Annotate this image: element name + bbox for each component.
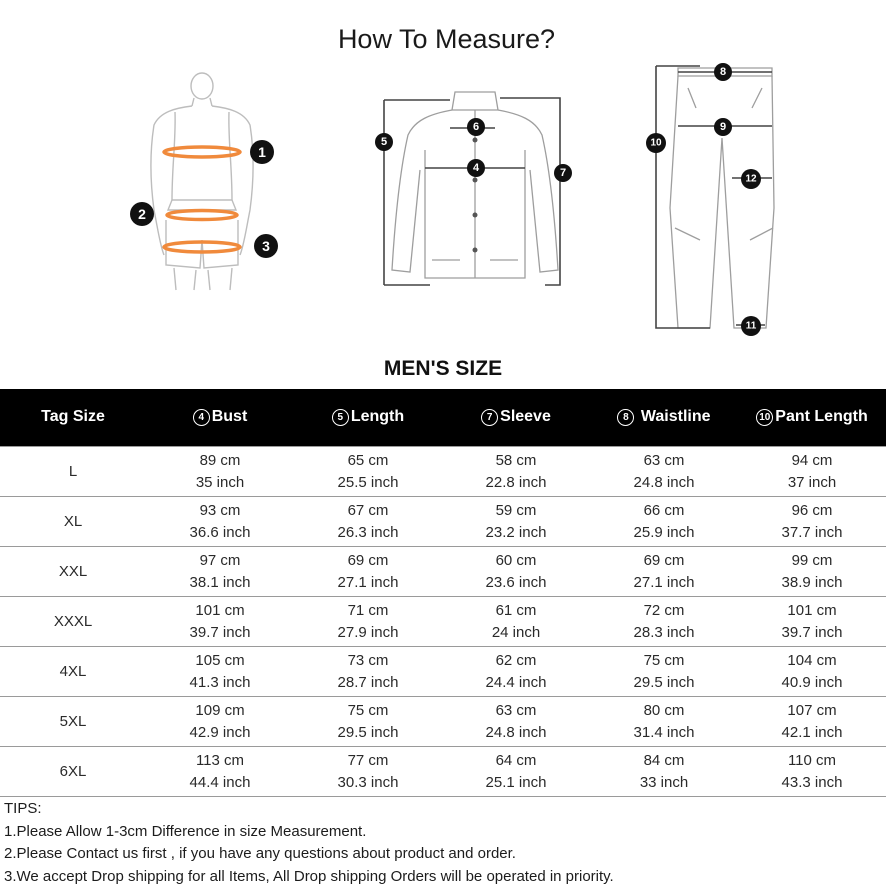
cm-value: 97 cm <box>199 551 241 569</box>
measurement-cell <box>146 447 294 497</box>
inch-value: 28.3 inch <box>633 623 695 641</box>
cm-value: 73 cm <box>347 651 389 669</box>
column-header <box>590 389 738 447</box>
tips-section <box>4 798 614 888</box>
inch-value: 41.3 inch <box>189 673 251 691</box>
table-row <box>0 747 886 797</box>
table-row <box>0 447 886 497</box>
inch-value: 35 inch <box>195 473 245 491</box>
inch-value: 27.1 inch <box>633 573 695 591</box>
marker-10-label: 10 <box>650 137 662 149</box>
cm-value: 58 cm <box>495 451 537 469</box>
section-title: MEN'S SIZE <box>383 357 503 380</box>
cm-value: 75 cm <box>643 651 685 669</box>
measurement-cell <box>294 647 442 697</box>
tips-heading: TIPS: <box>4 800 42 817</box>
column-header <box>0 389 146 447</box>
inch-value: 38.1 inch <box>189 573 251 591</box>
measurement-cell <box>146 697 294 747</box>
measurement-cell <box>738 697 886 747</box>
inch-value: 39.7 inch <box>189 623 251 641</box>
measurement-cell <box>738 447 886 497</box>
table-header-row <box>0 389 886 447</box>
cm-value: 60 cm <box>495 551 537 569</box>
measurement-cell <box>294 747 442 797</box>
measurement-cell <box>590 597 738 647</box>
inch-value: 31.4 inch <box>633 723 695 741</box>
inch-value: 27.9 inch <box>337 623 399 641</box>
inch-value: 33 inch <box>639 773 689 791</box>
inch-value: 44.4 inch <box>189 773 251 791</box>
marker-3-label: 3 <box>262 238 270 254</box>
tag-size-cell: XXXL <box>0 597 146 647</box>
measurement-cell <box>294 597 442 647</box>
inch-value: 28.7 inch <box>337 673 399 691</box>
tag-size-cell: 6XL <box>0 747 146 797</box>
column-header-label: Sleeve <box>500 408 551 426</box>
cm-value: 77 cm <box>347 751 389 769</box>
column-number-icon: 10 <box>756 409 773 426</box>
measurement-cell <box>590 697 738 747</box>
measurement-cell <box>442 697 590 747</box>
measurement-cell <box>442 647 590 697</box>
inch-value: 29.5 inch <box>337 723 399 741</box>
cm-value: 113 cm <box>195 751 245 769</box>
cm-value: 69 cm <box>643 551 685 569</box>
table-row <box>0 497 886 547</box>
cm-value: 94 cm <box>791 451 833 469</box>
column-number-icon: 4 <box>193 409 210 426</box>
cm-value: 64 cm <box>495 751 537 769</box>
cm-value: 93 cm <box>199 501 241 519</box>
measurement-cell <box>442 447 590 497</box>
column-number-icon: 5 <box>332 409 349 426</box>
cm-value: 75 cm <box>347 701 389 719</box>
tip-line-1: 1.Please Allow 1-3cm Difference in size Measurement. <box>4 822 367 840</box>
cm-value: 59 cm <box>495 501 537 519</box>
cm-value: 62 cm <box>495 651 537 669</box>
tag-size-cell: 5XL <box>0 697 146 747</box>
cm-value: 65 cm <box>347 451 389 469</box>
cm-value: 69 cm <box>347 551 389 569</box>
measurement-cell <box>442 497 590 547</box>
inch-value: 24.8 inch <box>485 723 547 741</box>
inch-value: 30.3 inch <box>337 773 399 791</box>
inch-value: 29.5 inch <box>633 673 695 691</box>
page-title: How To Measure? <box>337 24 556 54</box>
measurement-cell <box>738 547 886 597</box>
inch-value: 37.7 inch <box>781 523 843 541</box>
measurement-cell <box>738 497 886 547</box>
measurement-cell <box>590 547 738 597</box>
measurement-cell <box>738 747 886 797</box>
inch-value: 37 inch <box>787 473 837 491</box>
cm-value: 63 cm <box>495 701 537 719</box>
inch-value: 42.1 inch <box>781 723 843 741</box>
measurement-cell <box>738 647 886 697</box>
cm-value: 104 cm <box>787 651 837 669</box>
column-header <box>738 389 886 447</box>
cm-value: 67 cm <box>347 501 389 519</box>
measurement-cell <box>738 597 886 647</box>
inch-value: 25.1 inch <box>485 773 547 791</box>
cm-value: 96 cm <box>791 501 833 519</box>
cm-value: 110 cm <box>787 751 837 769</box>
cm-value: 89 cm <box>199 451 241 469</box>
inch-value: 40.9 inch <box>781 673 843 691</box>
cm-value: 66 cm <box>643 501 685 519</box>
inch-value: 36.6 inch <box>189 523 251 541</box>
inch-value: 39.7 inch <box>781 623 843 641</box>
cm-value: 84 cm <box>643 751 685 769</box>
measurement-cell <box>146 547 294 597</box>
measurement-cell <box>442 597 590 647</box>
column-number-icon: 7 <box>481 409 498 426</box>
marker-5-label: 5 <box>380 136 388 148</box>
measurement-cell <box>294 697 442 747</box>
inch-value: 24.8 inch <box>633 473 695 491</box>
column-number-icon: 8 <box>617 409 634 426</box>
cm-value: 63 cm <box>643 451 685 469</box>
column-header-label: Bust <box>211 408 248 426</box>
marker-11-label: 11 <box>745 320 757 332</box>
measurement-cell <box>590 447 738 497</box>
measurement-cell <box>294 497 442 547</box>
cm-value: 99 cm <box>791 551 833 569</box>
marker-6-label: 6 <box>472 121 480 133</box>
marker-4-label: 4 <box>472 162 480 174</box>
measurement-cell <box>146 647 294 697</box>
inch-value: 27.1 inch <box>337 573 399 591</box>
marker-8-label: 8 <box>719 66 727 78</box>
marker-2-label: 2 <box>138 206 146 222</box>
measurement-cell <box>590 747 738 797</box>
cm-value: 61 cm <box>495 601 537 619</box>
cm-value: 109 cm <box>195 701 245 719</box>
tag-size-cell: XXL <box>0 547 146 597</box>
cm-value: 72 cm <box>643 601 685 619</box>
measurement-cell <box>442 547 590 597</box>
marker-9-label: 9 <box>719 121 727 133</box>
cm-value: 101 cm <box>787 601 837 619</box>
cm-value: 101 cm <box>195 601 245 619</box>
column-header-label: Pant Length <box>775 408 868 426</box>
inch-value: 23.6 inch <box>485 573 547 591</box>
tip-line-3: 3.We accept Drop shipping for all Items, All Drop shipping Orders will be operated in priority. <box>4 867 614 885</box>
cm-value: 105 cm <box>195 651 245 669</box>
measurement-cell <box>294 547 442 597</box>
inch-value: 22.8 inch <box>485 473 547 491</box>
tag-size-cell: L <box>0 447 146 497</box>
size-table <box>0 389 886 797</box>
inch-value: 43.3 inch <box>781 773 843 791</box>
inch-value: 25.9 inch <box>633 523 695 541</box>
table-row <box>0 647 886 697</box>
inch-value: 26.3 inch <box>337 523 399 541</box>
table-row <box>0 597 886 647</box>
measurement-cell <box>146 497 294 547</box>
pants-measure-figure <box>640 58 780 338</box>
column-header-label: Length <box>350 408 405 426</box>
measurement-cell <box>146 597 294 647</box>
marker-1-label: 1 <box>258 144 266 160</box>
inch-value: 24 inch <box>491 623 541 641</box>
measurement-cell <box>146 747 294 797</box>
column-header <box>146 389 294 447</box>
table-row <box>0 697 886 747</box>
inch-value: 38.9 inch <box>781 573 843 591</box>
marker-12-label: 12 <box>745 173 757 185</box>
column-header-label: Tag Size <box>41 408 105 426</box>
measurement-cell <box>294 447 442 497</box>
tip-line-2: 2.Please Contact us first , if you have any questions about product and order. <box>4 845 516 862</box>
marker-7-label: 7 <box>559 167 567 179</box>
table-body <box>0 447 886 797</box>
measurement-cell <box>590 647 738 697</box>
cm-value: 71 cm <box>347 601 389 619</box>
column-header-label: Waistline <box>636 408 711 426</box>
measurement-cell <box>590 497 738 547</box>
inch-value: 23.2 inch <box>485 523 547 541</box>
column-header <box>442 389 590 447</box>
cm-value: 107 cm <box>787 701 837 719</box>
inch-value: 42.9 inch <box>189 723 251 741</box>
tag-size-cell: 4XL <box>0 647 146 697</box>
table-row <box>0 547 886 597</box>
cm-value: 80 cm <box>643 701 685 719</box>
tag-size-cell: XL <box>0 497 146 547</box>
torso-measure-figure <box>120 70 290 340</box>
column-header <box>294 389 442 447</box>
jacket-measure-figure <box>370 80 580 290</box>
inch-value: 25.5 inch <box>337 473 399 491</box>
inch-value: 24.4 inch <box>485 673 547 691</box>
measurement-cell <box>442 747 590 797</box>
